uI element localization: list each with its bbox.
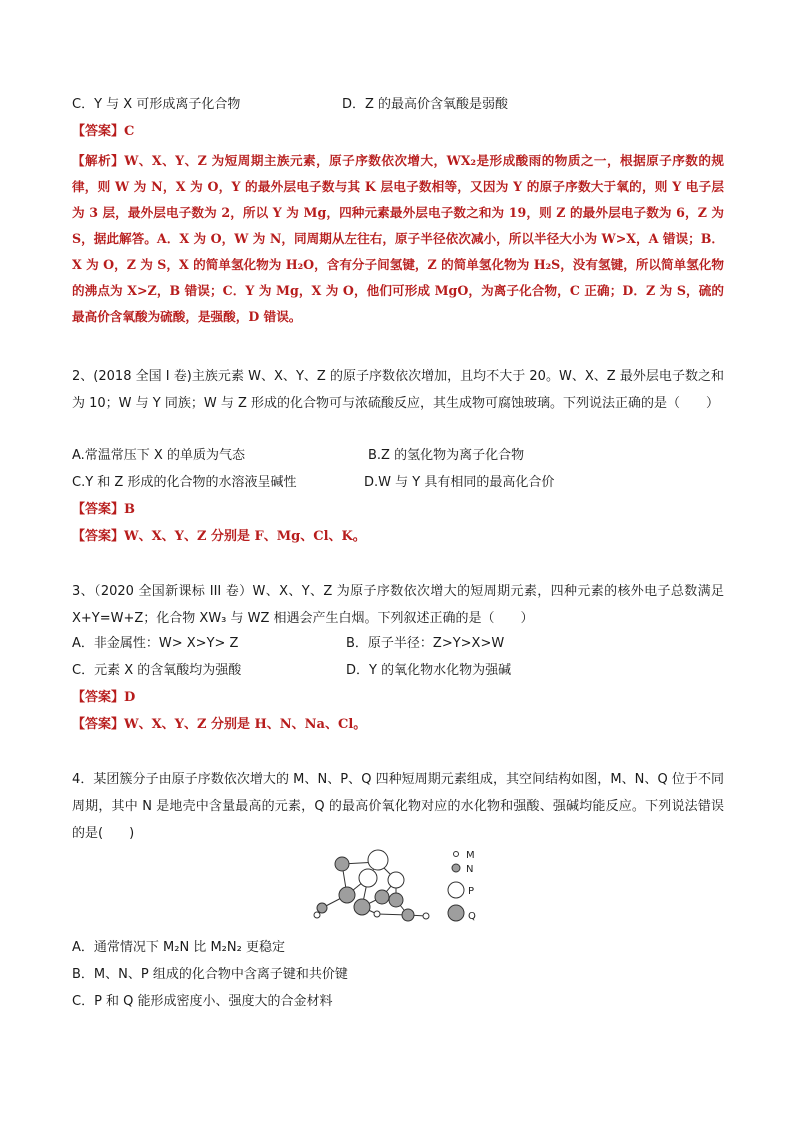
- q3-answer: 【答案】D: [72, 690, 136, 705]
- legend-m-label: M: [466, 850, 475, 861]
- q2-option-b: B.Z 的氢化物为离子化合物: [368, 448, 525, 463]
- legend-m-symbol: [454, 852, 459, 857]
- q4-option-b: B．M、N、P 组成的化合物中含离子键和共价键: [72, 967, 348, 982]
- atom-p: [368, 850, 388, 870]
- q2-option-c: C.Y 和 Z 形成的化合物的水溶液呈碱性: [72, 475, 297, 490]
- q2-answer: 【答案】B: [72, 502, 135, 517]
- q2-note: 【答案】W、X、Y、Z 分别是 F、Mg、Cl、K。: [72, 529, 366, 544]
- q4-option-a: A．通常情况下 M₂N 比 M₂N₂ 更稳定: [72, 940, 285, 955]
- legend-q-symbol: [448, 905, 464, 921]
- atom-n: [402, 909, 414, 921]
- atom-n: [317, 903, 327, 913]
- atom-m: [423, 913, 429, 919]
- atom-q: [375, 890, 389, 904]
- q4-stem: 4．某团簇分子由原子序数依次增大的 M、N、P、Q 四种短周期元素组成，其空间结构如图，M、N、Q 位于不同周期，其中 N 是地壳中含量最高的元素，Q 的最高价氧化物对应的水化物和强酸、强碱均能反应。下列说法错误的是( ): [72, 772, 724, 841]
- atom-m: [374, 911, 380, 917]
- figure-legend: [448, 850, 476, 922]
- atoms: [314, 850, 429, 921]
- cluster-structure-figure: [300, 840, 500, 930]
- atom-q: [389, 893, 403, 907]
- legend-p-label: P: [468, 886, 475, 897]
- q2-stem: 2、(2018 全国 I 卷)主族元素 W、X、Y、Z 的原子序数依次增加，且均不大于 20。W、X、Z 最外层电子数之和为 10；W 与 Y 同族；W 与 Z 形成的化合物可与浓硫酸反应，其生成物可腐蚀玻璃。下列说法正确的是（ ）: [72, 369, 724, 411]
- q2-option-a: A.常温常压下 X 的单质为气态: [72, 448, 245, 463]
- legend-q-label: Q: [468, 911, 476, 922]
- q1-option-c: C．Y 与 X 可形成离子化合物: [72, 97, 241, 112]
- legend-n-label: N: [466, 864, 474, 875]
- atom-q: [354, 899, 370, 915]
- atom-q: [335, 857, 349, 871]
- q3-option-c: C．元素 X 的含氧酸均为强酸: [72, 663, 242, 678]
- q1-answer: 【答案】C: [72, 124, 135, 139]
- q1-explanation: 【解析】W、X、Y、Z 为短周期主族元素，原子序数依次增大，WX₂是形成酸雨的物质之一，根据原子序数的规律，则 W 为 N，X 为 O，Y 的最外层电子数与其 K 层电子数相等，又因为 Y 的原子序数大于氧的，则 Y 电子层为 3 层，最外层电子数为 2，所以 Y 为 Mg，四种元素最外层电子数之和为 19，则 Z 的最外层电子数为 6，Z 为 S，据此解答。A．X 为 O，W 为 N，同周期从左往右，原子半径依次减小，所以半径大小为 W>X，A 错误；B．X 为 O，Z 为 S，X 的简单氢化物为 H₂O，含有分子间氢键，Z 的简单氢化物为 H₂S，没有氢键，所以简单氢化物的沸点为 X>Z，B 错误；C．Y 为 Mg，X 为 O，他们可形成 MgO，为离子化合物，C 正确；D．Z 为 S，硫的最高价含氧酸为硫酸，是强酸，D 错误。: [72, 153, 724, 324]
- q3-option-a: A．非金属性：W> X>Y> Z: [72, 636, 239, 651]
- atom-q: [339, 887, 355, 903]
- q3-stem: 3、（2020 全国新课标 III 卷）W、X、Y、Z 为原子序数依次增大的短周期元素，四种元素的核外电子总数满足 X+Y=W+Z；化合物 XW₃ 与 WZ 相遇会产生白烟。下列叙述正确的是（ ）: [72, 584, 724, 626]
- atom-p: [388, 872, 404, 888]
- q3-option-d: D．Y 的氧化物水化物为强碱: [346, 663, 512, 678]
- legend-n-symbol: [452, 864, 460, 872]
- atom-m: [314, 912, 320, 918]
- q2-option-d: D.W 与 Y 具有相同的最高化合价: [364, 475, 555, 490]
- q3-option-b: B．原子半径：Z>Y>X>W: [346, 636, 505, 651]
- atom-p: [359, 869, 377, 887]
- legend-p-symbol: [448, 882, 464, 898]
- q4-option-c: C．P 和 Q 能形成密度小、强度大的合金材料: [72, 994, 333, 1009]
- q3-note: 【答案】W、X、Y、Z 分别是 H、N、Na、Cl。: [72, 717, 367, 732]
- q1-option-d: D．Z 的最高价含氧酸是弱酸: [342, 97, 509, 112]
